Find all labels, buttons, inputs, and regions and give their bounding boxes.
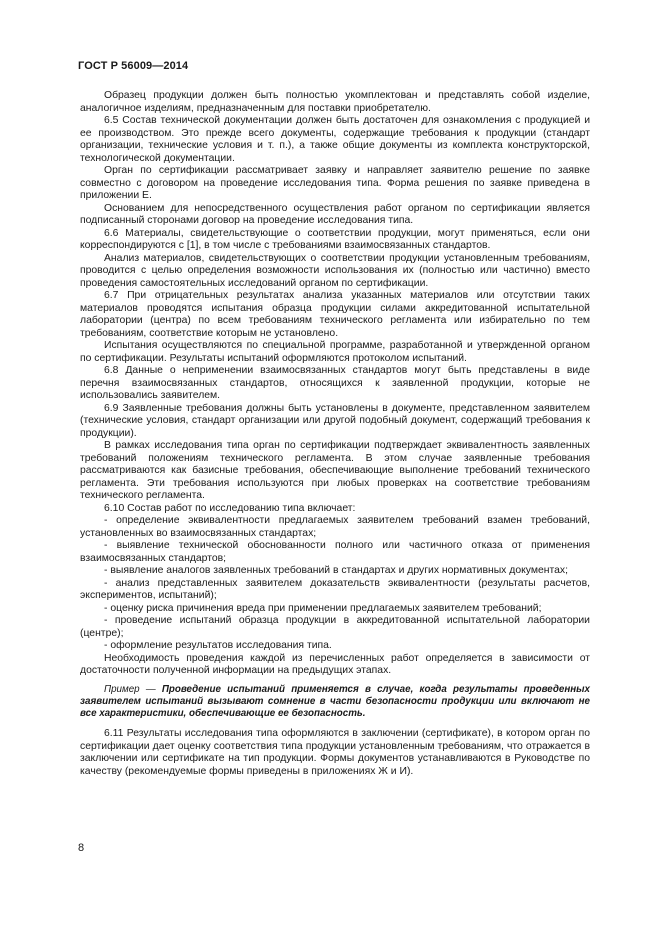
example-lead: Пример — (104, 683, 156, 695)
document-body (80, 90, 590, 778)
paragraph: 6.7 При отрицательных результатах анализа указанных материалов или отсутствии таких материалов проводятся испытания образца продукции силами аккредитованной испытательной лаборатории (центра) по всем требованиям технического регламента или избирательно по тем требованиям, соответствие которым не установлено. (80, 290, 590, 339)
list-item: - выявление технической обоснованности полного или частичного отказа от применения взаимосвязанных стандартов; (80, 540, 590, 564)
paragraph: Образец продукции должен быть полностью укомплектован и представлять собой изделие, аналогичное изделиям, предназначенным для поставки приобретателю. (80, 90, 590, 114)
list-item: - оценку риска причинения вреда при применении предлагаемых заявителем требований; (104, 602, 542, 614)
paragraph: Орган по сертификации рассматривает заявку и направляет заявителю решение по заявке совместно с договором на проведение исследования типа. Форма решения по заявке приведена в приложении Е. (80, 165, 590, 201)
example-note (80, 684, 590, 721)
paragraph: 6.11 Результаты исследования типа оформляются в заключении (сертификате), в котором орган по сертификации дает оценку соответствия типа продукции установленным требованиям, что отражается в заключении или сертификате на тип продукции. Формы документов устанавливаются в Руководстве по качеству (рекомендуемые формы приведены в приложениях Ж и И). (80, 728, 590, 777)
list-item: - оформление результатов исследования типа. (104, 640, 332, 651)
paragraph: 6.8 Данные о неприменении взаимосвязанных стандартов могут быть представлены в виде перечня взаимосвязанных стандартов, относящихся к заявленной продукции, которые не использовались заявителем. (80, 365, 590, 401)
paragraph: 6.10 Состав работ по исследованию типа включает: (104, 502, 356, 514)
paragraph: Основанием для непосредственного осуществления работ органом по сертификации является подписанный сторонами договор на проведение исследования типа. (80, 202, 590, 226)
list-item: - определение эквивалентности предлагаемых заявителем требований взамен требований, установленных во взаимосвязанных стандартах; (80, 515, 590, 539)
list-item: - выявление аналогов заявленных требований в стандартах и других нормативных документах; (104, 565, 569, 576)
paragraph: Необходимость проведения каждой из перечисленных работ определяется в зависимости от достаточности полученной информации на предыдущих этапах. (80, 652, 590, 676)
document-header: ГОСТ Р 56009—2014 (78, 60, 189, 72)
paragraph: 6.5 Состав технической документации должен быть достаточен для ознакомления с продукцией и ее производством. Это прежде всего документы, содержащие требования к продукции (стандарт организации, технические условия и т. п.), а также общие документы из комплекта конструкторской, технологической документации. (80, 115, 590, 164)
example-text: Проведение испытаний применяется в случае, когда результаты проведенных заявителем испытаний вызывают сомнение в части безопасности продукции или включают не все характеристики, обеспечивающие ее безопасность. (80, 683, 590, 719)
paragraph: 6.9 Заявленные требования должны быть установлены в документе, представленном заявителем (технические условия, стандарт организации или другой подобный документ, содержащий требования к продукции). (80, 402, 590, 439)
page-number: 8 (78, 842, 85, 854)
list-item: - проведение испытаний образца продукции в аккредитованной испытательной лаборатории (центре); (80, 615, 590, 639)
paragraph: Анализ материалов, свидетельствующих о соответствии продукции установленным требованиям, проводится с целью определения возможности использования их (полностью или частично) вместо проведения самостоятельных исследований органом по сертификации. (80, 252, 590, 289)
list-item: - анализ представленных заявителем доказательств эквивалентности (результаты расчетов, экспериментов, испытаний); (80, 577, 590, 601)
paragraph: В рамках исследования типа орган по сертификации подтверждает эквивалентность заявленных требований положениям технического регламента. В этом случае заявленные требования рассматриваются как базисные требования, обеспечивающие выполнение требований технического регламента. Эти требования используются при любых проверках на соответствие требованиям технического регламента. (80, 440, 590, 501)
paragraph: Испытания осуществляются по специальной программе, разработанной и утвержденной органом по сертификации. Результаты испытаний оформляются протоколом испытаний. (80, 340, 590, 364)
paragraph: 6.6 Материалы, свидетельствующие о соответствии продукции, могут применяться, если они корреспондируются с [1], в том числе с требованиями взаимосвязанных стандартов. (80, 227, 590, 251)
